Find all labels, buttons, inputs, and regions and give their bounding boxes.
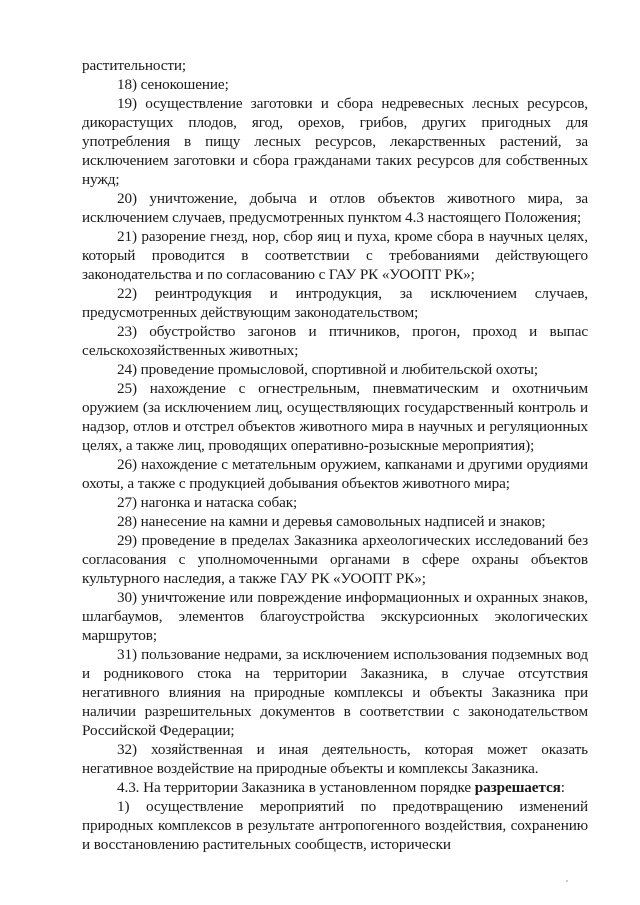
list-item-26: 26) нахождение с метательным оружием, капканами и другими орудиями охоты, а также с продукцией добывания объектов животного мира; bbox=[82, 456, 588, 492]
section-4-3-item-1: 1) осуществление мероприятий по предотвращению изменений природных комплексов в результате антропогенного воздействия, сохранению и восстановлению растительных сообществ, исторически bbox=[82, 798, 588, 853]
list-item-21: 21) разорение гнезд, нор, сбор яиц и пуха, кроме сбора в научных целях, который проводится в соответствии с требованиями действующего законодательства и по согласованию с ГАУ РК «УООПТ РК»; bbox=[82, 228, 588, 283]
list-item-32: 32) хозяйственная и иная деятельность, которая может оказать негативное воздействие на природные объекты и комплексы Заказника. bbox=[82, 741, 588, 777]
continuation-line: растительности; bbox=[82, 57, 187, 74]
list-item-22: 22) реинтродукция и интродукция, за исключением случаев, предусмотренных действующим законодательством; bbox=[82, 285, 588, 321]
list-item-24: 24) проведение промысловой, спортивной и любительской охоты; bbox=[117, 361, 538, 378]
list-item-23: 23) обустройство загонов и птичников, прогон, проход и выпас сельскохозяйственных животных; bbox=[82, 323, 588, 359]
list-item-29: 29) проведение в пределах Заказника археологических исследований без согласования с уполномоченными органами в сфере охраны объектов культурного наследия, а также ГАУ РК «УООПТ РК»; bbox=[82, 532, 588, 587]
section-4-3-lead: 4.3. На территории Заказника в установленном порядке bbox=[117, 779, 475, 796]
section-4-3-heading bbox=[82, 778, 588, 797]
list-item-28: 28) нанесение на камни и деревья самовольных надписей и знаков; bbox=[117, 513, 546, 530]
list-item-31: 31) пользование недрами, за исключением использования подземных вод и родникового стока на территории Заказника, в случае отсутствия негативного влияния на природные комплексы и объекты Заказника при наличии разрешительных документов в соответствии с законодательством Российской Федерации; bbox=[82, 646, 588, 739]
list-item-27: 27) нагонка и натаска собак; bbox=[117, 494, 298, 511]
section-4-3-emphasis: разрешается bbox=[474, 779, 561, 796]
scan-speck bbox=[566, 880, 568, 882]
list-item-25: 25) нахождение с огнестрельным, пневматическим и охотничьим оружием (за исключением лиц, осуществляющих государственный контроль и надзор, отлов и отстрел объектов животного мира в научных и регуляционных целях, а также лиц, проводящих оперативно-розыскные мероприятия); bbox=[82, 380, 588, 454]
list-item-20: 20) уничтожение, добыча и отлов объектов животного мира, за исключением случаев, предусмотренных пунктом 4.3 настоящего Положения; bbox=[82, 190, 588, 226]
list-item-18: 18) сенокошение; bbox=[117, 76, 229, 93]
section-4-3-tail: : bbox=[560, 779, 565, 796]
list-item-19: 19) осуществление заготовки и сбора недревесных лесных ресурсов, дикорастущих плодов, ягод, орехов, грибов, других пригодных для употребления в пищу лесных ресурсов, лекарственных растений, за исключением заготовки и сбора гражданами таких ресурсов для собственных нужд; bbox=[82, 95, 588, 188]
list-item-30: 30) уничтожение или повреждение информационных и охранных знаков, шлагбаумов, элементов благоустройства экскурсионных экологических маршрутов; bbox=[82, 589, 588, 644]
document-page bbox=[82, 56, 588, 854]
